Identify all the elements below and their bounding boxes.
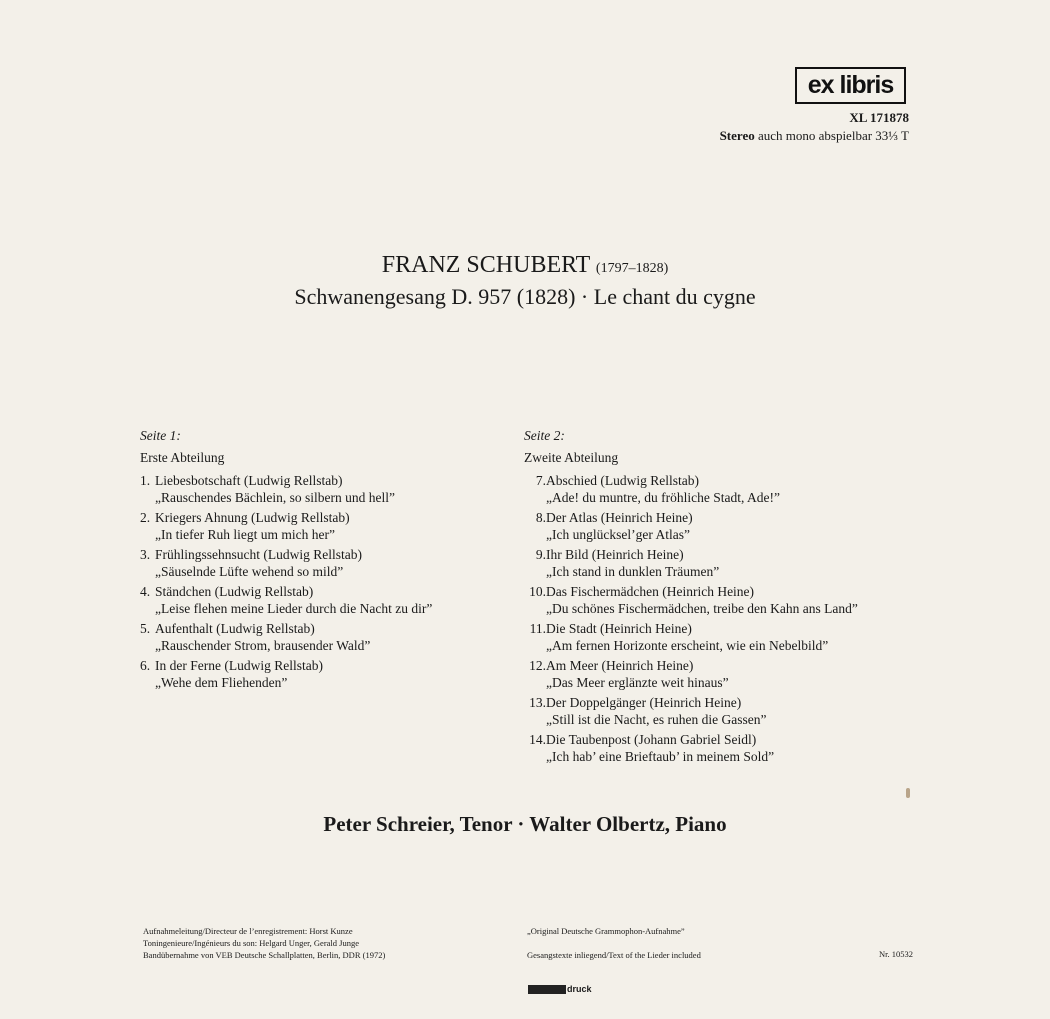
track-body [546,731,774,765]
track-title: Abschied (Ludwig Rellstab) [546,473,699,488]
track-incipit: „Wehe dem Fliehenden” [155,675,288,690]
track-item [140,472,510,506]
track-item [140,509,510,543]
catalog-number: XL 171878 [849,110,909,125]
track-incipit: „Das Meer erglänzte weit hinaus” [546,675,729,690]
composer-name: FRANZ SCHUBERT [381,252,590,278]
printer-name: druck [567,984,592,994]
track-item [524,546,924,580]
track-incipit: „Rauschendes Bächlein, so silbern und hell” [155,490,395,505]
track-item [524,509,924,543]
recording-notes [527,925,701,961]
track-title: In der Ferne (Ludwig Rellstab) [155,658,323,673]
track-number: 3. [140,547,151,562]
side-1-label: Seite 1: [140,428,181,443]
track-title: Kriegers Ahnung (Ludwig Rellstab) [155,510,350,525]
original-recording-note: „Original Deutsche Grammophon-Aufnahme” [527,926,685,936]
track-item [140,620,510,654]
side-2-column [524,428,924,768]
track-incipit: „In tiefer Ruh liegt um mich her” [155,527,335,542]
track-title: Aufenthalt (Ludwig Rellstab) [155,621,315,636]
track-title: Ihr Bild (Heinrich Heine) [546,547,684,562]
track-number: 6. [140,658,151,673]
track-incipit: „Du schönes Fischermädchen, treibe den Kahn ans Land” [546,601,858,616]
track-incipit: „Säuselnde Lüfte wehend so mild” [155,564,344,579]
composer-dates: (1797–1828) [595,261,669,276]
side-1-column [140,428,510,694]
track-body [546,546,719,580]
track-number: 9. [535,547,546,562]
printer-mark [528,984,592,994]
track-body [154,657,323,691]
credit-line-3: Bandübernahme von VEB Deutsche Schallplatten, Berlin, DDR (1972) [143,950,386,960]
track-item [524,583,924,617]
track-body [546,694,766,728]
track-body [546,509,693,543]
ex-libris-logo: ex libris [795,67,906,104]
performers-credit: Peter Schreier, Tenor · Walter Olbertz, Piano [323,812,727,836]
stereo-rest: auch mono abspielbar 33⅓ T [757,128,909,143]
work-title: Schwanengesang D. 957 (1828) · Le chant du cygne [294,284,756,309]
track-number: 2. [140,510,151,525]
track-item [524,657,924,691]
track-incipit: „Ich unglücksel’ger Atlas” [546,527,690,542]
track-body [546,620,828,654]
composer-heading [0,252,1050,279]
track-item [524,731,924,765]
track-incipit: „Ich hab’ eine Brieftaub’ in meinem Sold” [546,749,775,764]
track-number: 7. [535,473,546,488]
printer-logo-icon [528,985,566,994]
track-item [524,620,924,654]
track-number: 12. [529,658,546,673]
track-item [524,472,924,506]
track-number: 4. [140,584,151,599]
track-title: Die Stadt (Heinrich Heine) [546,621,692,636]
track-body [154,583,432,617]
track-body [546,583,858,617]
track-title: Die Taubenpost (Johann Gabriel Seidl) [546,732,757,747]
track-number: 13. [529,695,546,710]
track-number: 1. [140,473,151,488]
track-number: 14. [529,732,546,747]
track-title: Das Fischermädchen (Heinrich Heine) [546,584,755,599]
track-body [154,509,350,543]
track-incipit: „Ich stand in dunklen Träumen” [546,564,720,579]
track-incipit: „Ade! du muntre, du fröhliche Stadt, Ade!” [546,490,780,505]
track-item [524,694,924,728]
track-number: 11. [529,621,546,636]
credit-line-1: Aufnahmeleitung/Directeur de l’enregistrement: Horst Kunze [143,926,353,936]
track-item [140,583,510,617]
track-body [154,472,395,506]
track-title: Liebesbotschaft (Ludwig Rellstab) [155,473,343,488]
track-title: Ständchen (Ludwig Rellstab) [155,584,314,599]
track-title: Am Meer (Heinrich Heine) [546,658,694,673]
track-body [546,657,729,691]
track-body [154,620,370,654]
stereo-bold: Stereo [719,128,755,143]
side-2-label: Seite 2: [524,428,565,443]
print-number: Nr. 10532 [879,949,913,959]
track-incipit: „Rauschender Strom, brausender Wald” [155,638,371,653]
track-title: Der Doppelgänger (Heinrich Heine) [546,695,742,710]
side-2-part: Zweite Abteilung [524,450,619,465]
track-title: Frühlingssehnsucht (Ludwig Rellstab) [155,547,362,562]
track-body [546,472,780,506]
track-number: 5. [140,621,151,636]
track-number: 10. [529,584,546,599]
paper-speck [906,788,910,798]
track-incipit: „Still ist die Nacht, es ruhen die Gassen” [546,712,767,727]
track-title: Der Atlas (Heinrich Heine) [546,510,693,525]
side-1-track-list [140,472,510,691]
production-credits [143,925,385,961]
stereo-note [720,128,909,144]
side-1-part: Erste Abteilung [140,450,225,465]
track-incipit: „Leise flehen meine Lieder durch die Nacht zu dir” [155,601,433,616]
credit-line-2: Toningenieure/Ingénieurs du son: Helgard Unger, Gerald Junge [143,938,359,948]
track-number: 8. [535,510,546,525]
track-item [140,546,510,580]
track-incipit: „Am fernen Horizonte erscheint, wie ein Nebelbild” [546,638,829,653]
track-body [154,546,362,580]
lyrics-note: Gesangstexte inliegend/Text of the Lieder included [527,950,701,960]
track-item [140,657,510,691]
side-2-track-list [524,472,924,765]
